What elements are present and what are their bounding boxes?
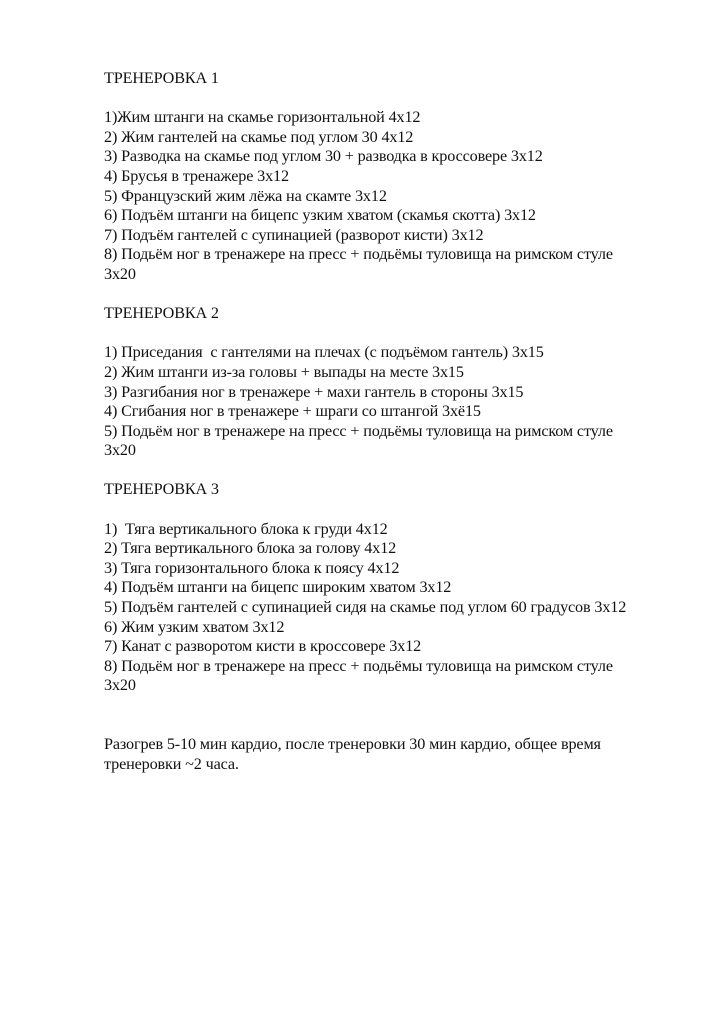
- exercise-item: 1) Приседания с гантелями на плечах (с подъёмом гантель) 3х15: [104, 343, 544, 362]
- exercise-item: 3) Разгибания ног в тренажере + махи гантель в стороны 3х15: [104, 382, 524, 401]
- spacer: [104, 324, 704, 344]
- exercise-item: 6) Жим узким хватом 3х12: [104, 617, 285, 636]
- exercise-item: 5) Французский жим лёжа на скамте 3х12: [104, 186, 387, 205]
- exercise-item: 4) Брусья в тренажере 3х12: [104, 166, 289, 185]
- exercise-item: 3) Тяга горизонтального блока к поясу 4х12: [104, 558, 400, 577]
- spacer: [104, 500, 704, 520]
- workout-title: ТРЕНЕРОВКА 1: [104, 69, 219, 87]
- exercise-list: [104, 108, 704, 284]
- exercise-item: 8) Подьём ног в тренажере на пресс + подьёмы туловища на римском стуле 3х20: [104, 245, 613, 283]
- exercise-item: 6) Подъём штанги на бицепс узким хватом (скамья скотта) 3х12: [104, 206, 536, 225]
- exercise-list: [104, 343, 704, 461]
- workout-title: ТРЕНЕРОВКА 3: [104, 480, 219, 499]
- exercise-item: 5) Подьём ног в тренажере на пресс + подьёмы туловища на римском стуле 3х20: [104, 421, 613, 460]
- exercise-item: 3) Разводка на скамье под углом 30 + разводка в кроссовере 3х12: [104, 147, 543, 166]
- exercise-item: 4) Сгибания ног в тренажере + шраги со штангой 3хё15: [104, 402, 481, 421]
- spacer: [104, 696, 704, 716]
- exercise-item: 2) Жим гантелей на скамье под углом 30 4х12: [104, 127, 414, 146]
- exercise-item: 1)Жим штанги на скамье горизонтальной 4х12: [104, 108, 421, 127]
- exercise-item: 8) Подьём ног в тренажере на пресс + подьёмы туловища на римском стуле 3х20: [104, 656, 613, 695]
- spacer: [104, 716, 704, 736]
- workout-section-1: [104, 69, 704, 304]
- exercise-item: 7) Подъём гантелей с супинацией (разворот кисти) 3х12: [104, 225, 484, 244]
- spacer: [104, 461, 704, 481]
- workout-title: ТРЕНЕРОВКА 2: [104, 304, 219, 323]
- workout-section-3: [104, 480, 704, 735]
- workout-section-2: [104, 304, 704, 480]
- exercise-item: 2) Жим штанги из-за головы + выпады на месте 3х15: [104, 362, 464, 381]
- cardio-note: Разогрев 5-10 мин кардио, после тренеровки 30 мин кардио, общее время тренеровки ~2 часа.: [104, 735, 601, 773]
- document-page: [104, 69, 704, 774]
- exercise-list: [104, 520, 704, 696]
- exercise-item: 7) Канат с разворотом кисти в кроссовере 3х12: [104, 637, 422, 656]
- spacer: [104, 89, 704, 109]
- exercise-item: 1) Тяга вертикального блока к груди 4х12: [104, 519, 388, 538]
- exercise-item: 5) Подъём гантелей с супинацией сидя на скамье под углом 60 градусов 3х12: [104, 598, 627, 617]
- spacer: [104, 285, 704, 305]
- exercise-item: 2) Тяга вертикального блока за голову 4х12: [104, 539, 397, 558]
- exercise-item: 4) Подъём штанги на бицепс широким хватом 3х12: [104, 578, 452, 597]
